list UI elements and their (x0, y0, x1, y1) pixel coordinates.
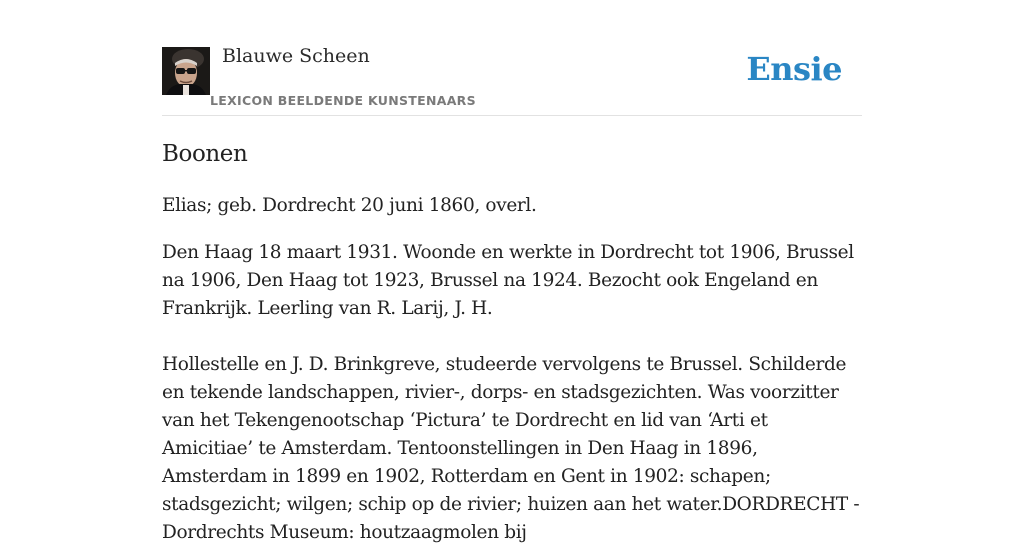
category-link[interactable]: LEXICON BEELDENDE KUNSTENAARS (210, 93, 476, 108)
article-paragraph: Den Haag 18 maart 1931. Woonde en werkte in Dordrecht tot 1906, Brussel na 1906, Den Haag tot 1923, Brussel na 1924. Bezocht ook Engeland en Frankrijk. Leerling van R. Larij, J. H. (162, 242, 854, 319)
article-title: Boonen (162, 141, 248, 167)
ensie-logo[interactable]: Ensie (746, 50, 842, 88)
author-avatar[interactable] (162, 47, 210, 95)
article-paragraph: Hollestelle en J. D. Brinkgreve, studeerde vervolgens te Brussel. Schilderde en tekende landschappen, rivier-, dorps- en stadsgezichten. Was voorzitter van het Tekengenootschap ‘Pictura’ te Dordrecht en lid van ‘Arti et Amicitiae’ te Amsterdam. Tentoonstellingen in Den Haag in 1896, Amsterdam in 1899 en 1902, Rotterdam en Gent in 1902: schapen; stadsgezicht; wilgen; schip op de rivier; huizen aan het water.DORDRECHT -Dordrechts Museum: houtzaagmolen bij (162, 354, 860, 543)
author-name[interactable]: Blauwe Scheen (222, 45, 370, 67)
user-avatar-photo-icon (162, 47, 210, 95)
article-header (162, 0, 862, 116)
article-paragraph: Elias; geb. Dordrecht 20 juni 1860, overl. (162, 195, 537, 216)
article-content (162, 138, 862, 547)
